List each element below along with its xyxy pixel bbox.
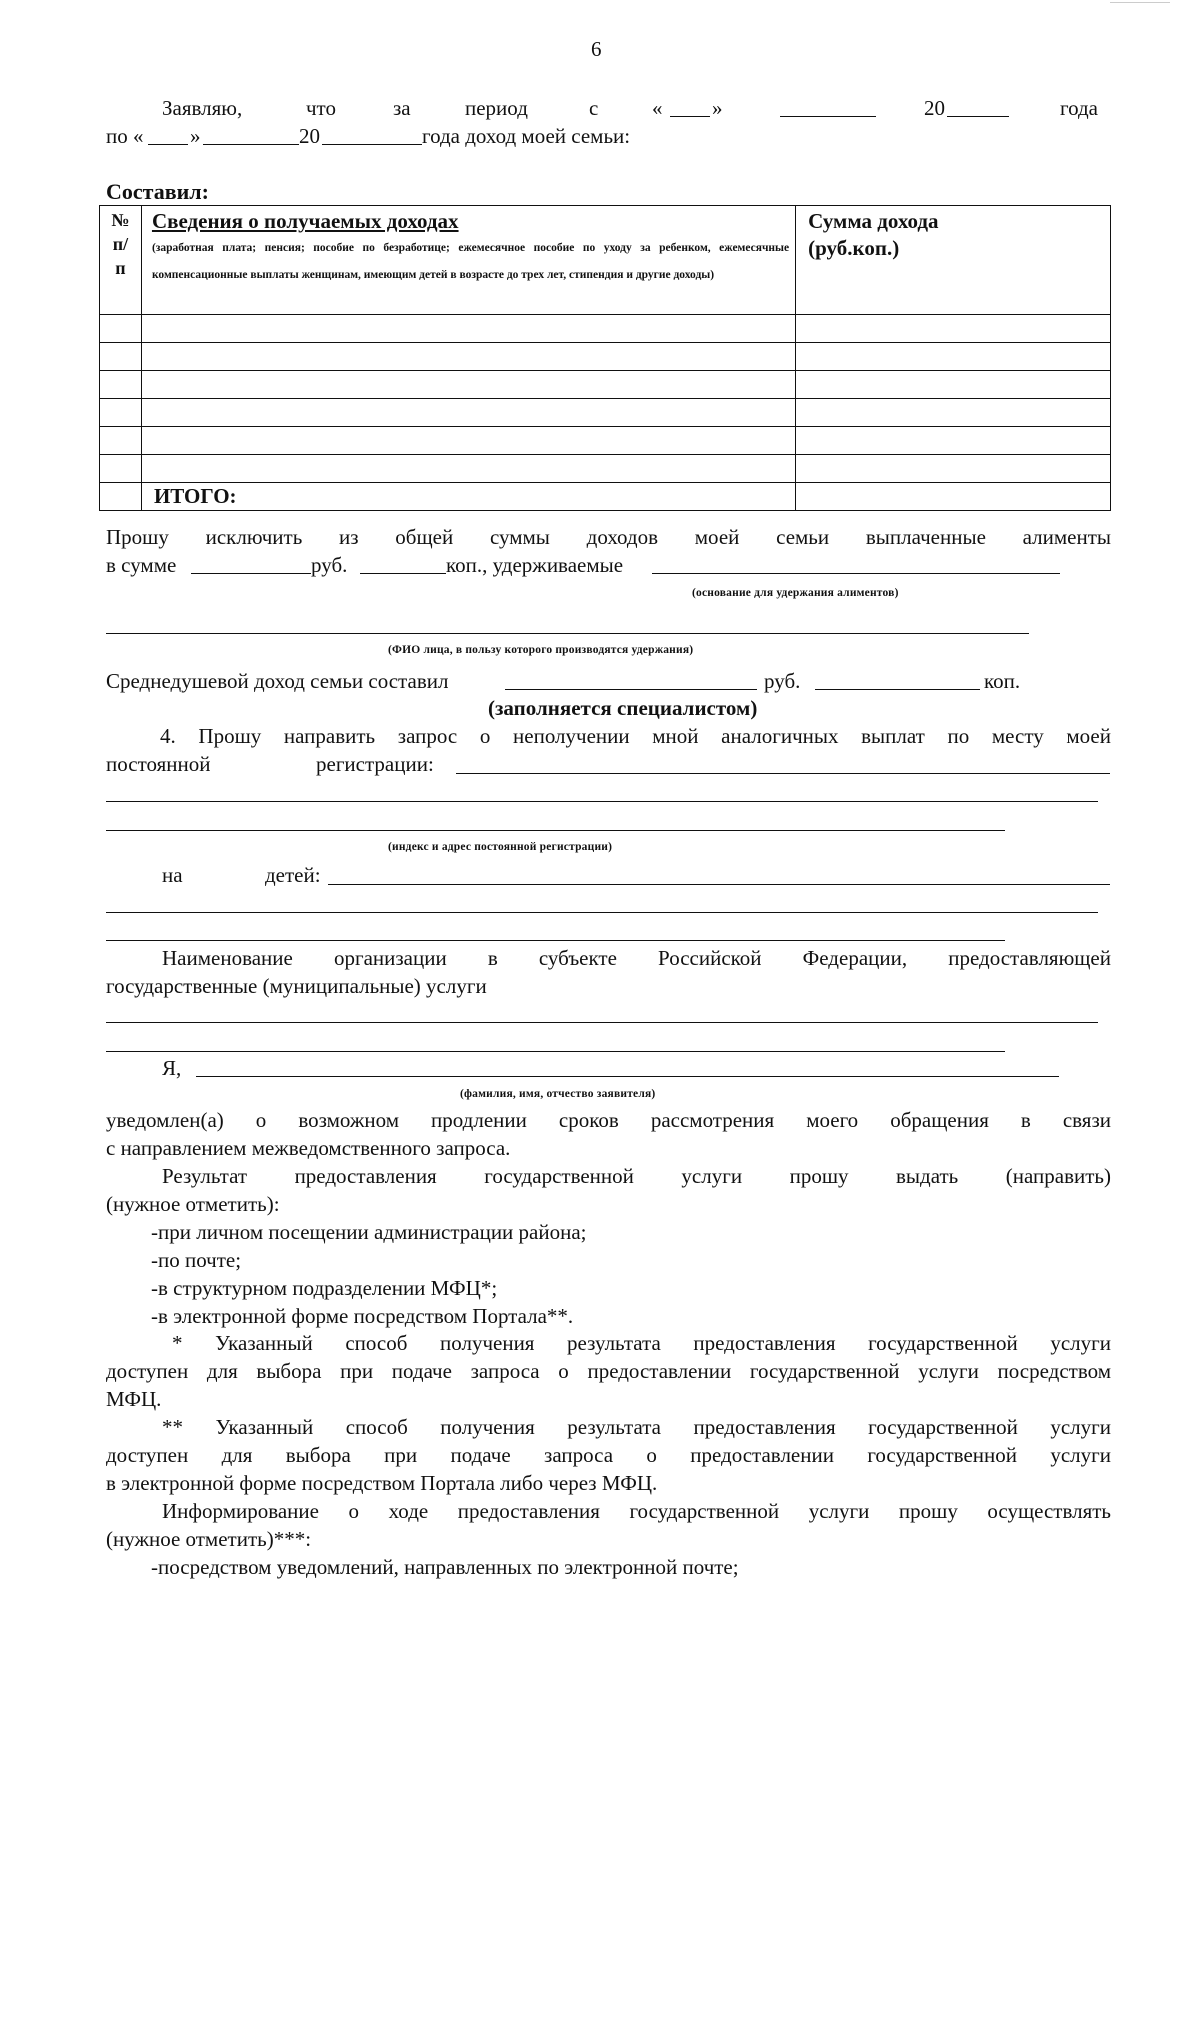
footnote1-line-3: МФЦ. — [106, 1387, 162, 1411]
declaration-word-goda: года — [1060, 96, 1098, 120]
footnote2-line-2: доступен для выбора при подаче запроса о предоставлении государственной услуги — [106, 1443, 1111, 1467]
avg-income-label: Среднедушевой доход семьи составил — [106, 669, 449, 693]
page-number: 6 — [591, 37, 602, 61]
year-from-field[interactable] — [947, 116, 1009, 117]
day-to-field[interactable] — [148, 144, 188, 145]
footnote2-line-3: в электронной форме посредством Портала либо через МФЦ. — [106, 1471, 658, 1495]
result-line-2: (нужное отметить): — [106, 1192, 280, 1216]
item4-word-registratsii: регистрации: — [316, 752, 434, 776]
registration-address-field-1[interactable] — [456, 773, 1110, 774]
table-row[interactable] — [100, 343, 1111, 371]
table-total-row — [100, 483, 1111, 511]
avg-income-kop: коп. — [984, 669, 1021, 693]
declaration-word-4: период — [465, 96, 528, 120]
declaration-quote-close: » — [712, 96, 723, 120]
organization-line-1: Наименование организации в субъекте Российской Федерации, предоставляющей — [162, 946, 1111, 970]
informing-option-1[interactable]: -посредством уведомлений, направленных по электронной почте; — [151, 1555, 739, 1579]
alimony-kop-withheld: коп., удерживаемые — [446, 553, 624, 577]
month-to-field[interactable] — [203, 144, 299, 145]
day-from-field[interactable] — [670, 116, 710, 117]
month-from-field[interactable] — [780, 116, 876, 117]
applicant-ya: Я, — [162, 1056, 182, 1080]
alimony-rub-label: руб. — [311, 553, 348, 577]
table-row[interactable] — [100, 399, 1111, 427]
alimony-basis-caption: (основание для удержания алиментов) — [692, 587, 899, 599]
organization-field-2[interactable] — [106, 1051, 1005, 1052]
declaration-quote-open: « — [652, 96, 663, 120]
header-income-title: Сведения о получаемых доходах — [151, 209, 459, 233]
organization-line-2: государственные (муниципальные) услуги — [106, 974, 487, 998]
children-label: детей: — [265, 863, 321, 887]
declaration-word-1: Заявляю, — [162, 96, 243, 120]
result-option-2[interactable]: -по почте; — [151, 1248, 242, 1272]
declaration-word-3: за — [393, 96, 411, 120]
alimony-person-field[interactable] — [106, 633, 1029, 634]
declaration-quote-close-2: » — [190, 124, 201, 148]
composed-label: Составил: — [106, 179, 209, 204]
informing-line-2: (нужное отметить)***: — [106, 1527, 312, 1551]
result-line-1: Результат предоставления государственной услуги прошу выдать (направить) — [162, 1164, 1111, 1188]
page-corner-mark — [1110, 2, 1170, 3]
avg-income-rub: руб. — [764, 669, 801, 693]
income-table — [99, 205, 1111, 511]
item4-word-postoyannoy: постоянной — [106, 752, 211, 776]
item4-line-1: 4. Прошу направить запрос о неполучении мной аналогичных выплат по месту моей — [160, 724, 1111, 748]
header-income-note: (заработная плата; пенсия; пособие по безработице; ежемесячное пособие по уходу за ребенком, ежемесячные компенсационные выплаты женщинам, имеющим детей в возрасте до трех лет, стипендия и другие доходы) — [151, 242, 790, 281]
footnote2-line-1: ** Указанный способ получения результата предоставления государственной услуги — [162, 1415, 1111, 1439]
address-caption: (индекс и адрес постоянной регистрации) — [388, 841, 613, 853]
table-row[interactable] — [100, 371, 1111, 399]
income-table-header — [100, 206, 1111, 315]
applicant-notified-line-1: уведомлен(а) о возможном продлении сроков рассмотрения моего обращения в связи — [106, 1108, 1111, 1132]
alimony-person-caption: (ФИО лица, в пользу которого производятся удержания) — [388, 644, 694, 656]
declaration-year-prefix: 20 — [924, 96, 945, 120]
declaration-word-2: что — [306, 96, 336, 120]
registration-address-field-3[interactable] — [106, 830, 1005, 831]
informing-line-1: Информирование о ходе предоставления государственной услуги прошу осуществлять — [162, 1499, 1111, 1523]
result-option-3[interactable]: -в структурном подразделении МФЦ*; — [151, 1276, 498, 1300]
declaration-po: по « — [106, 124, 144, 148]
alimony-rub-field[interactable] — [191, 573, 311, 574]
organization-field-1[interactable] — [106, 1022, 1098, 1023]
declaration-word-5: с — [589, 96, 599, 120]
declaration-year-prefix-2: 20 — [299, 124, 320, 148]
year-to-field[interactable] — [322, 144, 422, 145]
result-option-4[interactable]: -в электронной форме посредством Портала**. — [151, 1304, 574, 1328]
applicant-caption: (фамилия, имя, отчество заявителя) — [460, 1088, 656, 1100]
header-number: № п/п — [100, 206, 142, 315]
footnote1-line-2: доступен для выбора при подаче запроса о предоставлении государственной услуги посредством — [106, 1359, 1111, 1383]
table-row[interactable] — [100, 427, 1111, 455]
alimony-in-sum: в сумме — [106, 553, 177, 577]
header-income-sum: Сумма дохода (руб.коп.) — [796, 206, 1111, 315]
children-field-2[interactable] — [106, 912, 1098, 913]
table-row[interactable] — [100, 315, 1111, 343]
declaration-tail: года доход моей семьи: — [422, 124, 631, 148]
header-income-info — [141, 206, 795, 315]
total-sum-cell[interactable] — [796, 483, 1111, 511]
alimony-line-1: Прошу исключить из общей суммы доходов моей семьи выплаченные алименты — [106, 525, 1111, 549]
applicant-name-field[interactable] — [196, 1076, 1059, 1077]
children-na: на — [162, 863, 183, 887]
table-row[interactable] — [100, 455, 1111, 483]
avg-income-kop-field[interactable] — [815, 689, 980, 690]
footnote1-line-1: * Указанный способ получения результата предоставления государственной услуги — [172, 1331, 1111, 1355]
avg-income-rub-field[interactable] — [505, 689, 757, 690]
alimony-basis-field[interactable] — [652, 573, 1060, 574]
applicant-notified-line-2: с направлением межведомственного запроса. — [106, 1136, 511, 1160]
children-field-3[interactable] — [106, 940, 1005, 941]
children-field-1[interactable] — [328, 884, 1110, 885]
avg-income-note: (заполняется специалистом) — [488, 696, 758, 720]
total-label: ИТОГО: — [141, 483, 795, 511]
result-option-1[interactable]: -при личном посещении администрации района; — [151, 1220, 587, 1244]
registration-address-field-2[interactable] — [106, 801, 1098, 802]
alimony-kop-field[interactable] — [360, 573, 446, 574]
